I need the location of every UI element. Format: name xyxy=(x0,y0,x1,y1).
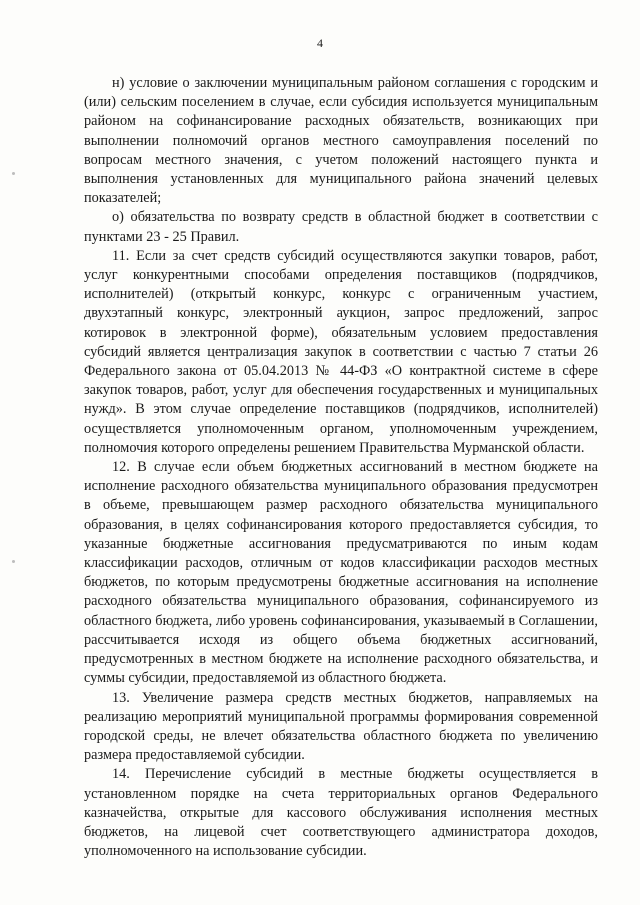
paragraph-item-o: о) обязательства по возврату средств в областной бюджет в соответствии с пунктами 23 - 25 Правил. xyxy=(84,209,598,245)
paragraph-item-n: н) условие о заключении муниципальным районом соглашения с городским и (или) сельским поселением в случае, если субсидия используется муниципальным районом на софинансирование расходных обязательств, возникающих при выполнении полномочий органов местного самоуправления поселений по вопросам местного значения, с учетом положений настоящего пункта и выполнения установленных для муниципального района значений целевых показателей; xyxy=(84,75,598,207)
scan-speck xyxy=(12,172,15,175)
paragraph-clause-11: 11. Если за счет средств субсидий осуществляются закупки товаров, работ, услуг конкурентными способами определения поставщиков (подрядчиков, исполнителей) (открытый конкурс, конкурс с ограниченным участием, двухэтапный конкурс, электронный аукцион, запрос предложений, запрос котировок в электронной форме), обязательным условием предоставления субсидий является централизация закупок в соответствии с частью 7 статьи 26 Федерального закона от 05.04.2013 № 44-ФЗ «О контрактной системе в сфере закупок товаров, работ, услуг для обеспечения государственных и муниципальных нужд». В этом случае определение поставщиков (подрядчиков, исполнителей) осуществляется уполномоченным органом, уполномоченным учреждением, полномочия которого определены решением Правительства Мурманской области. xyxy=(84,247,598,456)
paragraph-clause-14: 14. Перечисление субсидий в местные бюджеты осуществляется в установленном порядке на счета территориальных органов Федерального казначейства, открытые для кассового обслуживания исполнения местных бюджетов, на лицевой счет соответствующего администратора доходов, уполномоченного на использование субсидии. xyxy=(84,766,598,860)
paragraph-clause-12: 12. В случае если объем бюджетных ассигнований в местном бюджете на исполнение расходного обязательства муниципального образования предусмотрен в объеме, превышающем размер расходного обязательства муниципального образования, в целях софинансирования которого предоставляется субсидия, то указанные бюджетные ассигнования предусматриваются по иным кодам классификации расходов, отличным от кодов классификации расходов местных бюджетов, по которым предусмотрены бюджетные ассигнования на исполнение расходного обязательства муниципального образования, софинансируемого из областного бюджета, либо уровень софинансирования, указываемый в Соглашении, рассчитывается исходя из общего объема бюджетных ассигнований, предусмотренных в местном бюджете на исполнение расходного обязательства, и суммы субсидии, предоставляемой из областного бюджета. xyxy=(84,459,598,687)
paragraph-clause-13: 13. Увеличение размера средств местных бюджетов, направляемых на реализацию мероприятий муниципальной программы формирования современной городской среды, не влечет обязательства областного бюджета по увеличению размера предоставляемой субсидии. xyxy=(84,689,598,764)
scan-speck xyxy=(12,560,15,563)
document-body xyxy=(84,74,598,861)
page-number: 4 xyxy=(317,36,323,50)
